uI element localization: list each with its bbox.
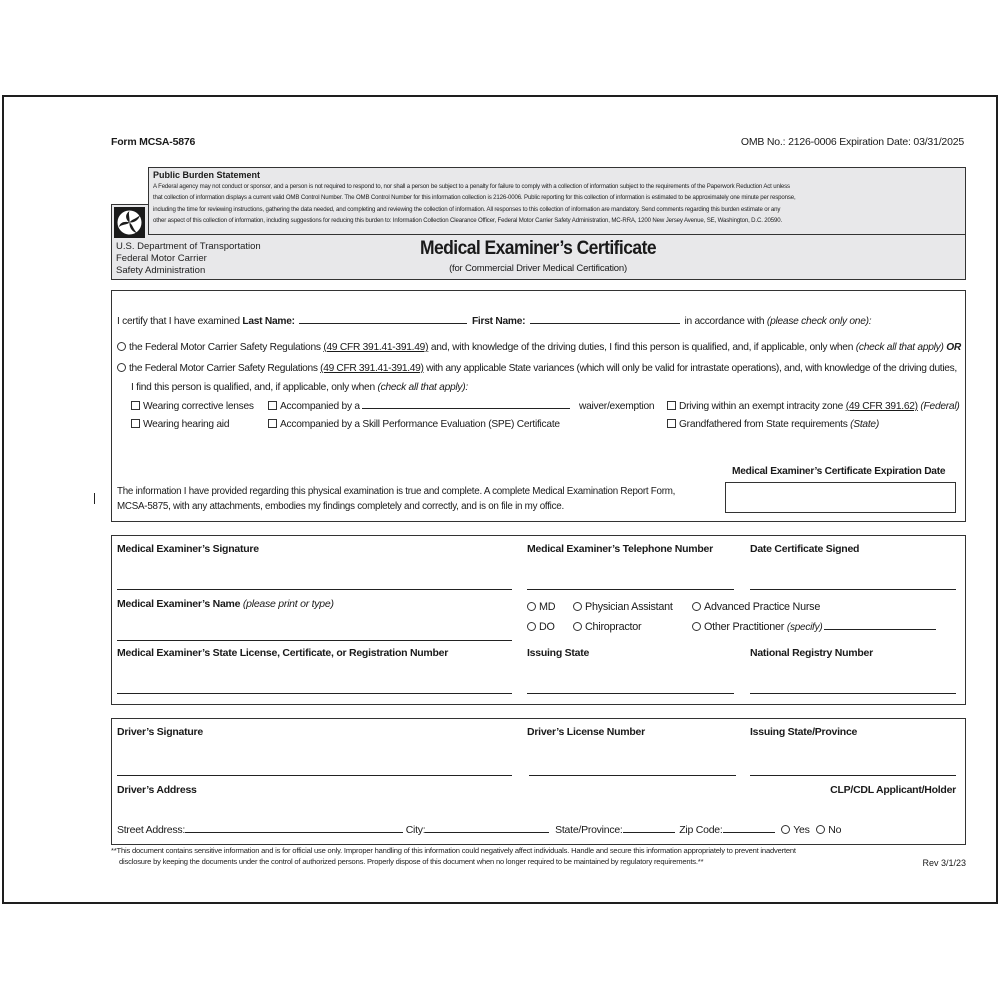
option-text: and, with knowledge of the driving duties, I find this person is qualified, and, if applicable, only when [430, 342, 854, 353]
burden-line: including the time for reviewing instructions, gathering the data needed, and completing and reviewing the collection of information. All responses to this collection of information are mandatory. Send comments regarding this burden estimate or any [153, 205, 781, 213]
examiner-phone-label: Medical Examiner’s Telephone Number [527, 543, 713, 555]
page-subtitle: (for Commercial Driver Medical Certification) [449, 263, 627, 274]
driver-signature-input[interactable] [117, 775, 512, 776]
radio-label: Other Practitioner [704, 621, 785, 633]
clp-no-radio[interactable] [816, 825, 825, 834]
label-note: (please print or type) [242, 598, 334, 610]
date-signed-label: Date Certificate Signed [750, 543, 860, 555]
first-name-label: First Name: [471, 316, 526, 327]
burden-line: other aspect of this collection of information, including suggestions for reducing this burden to: Information Collection Clearance Officer, Federal Motor Carrier Safety Administration, MC-RRA, 1200 New Jersey Avenue, SE, Washington, D.C. 20590. [153, 216, 783, 224]
radio[interactable] [527, 622, 536, 631]
credential-do[interactable] [527, 621, 555, 633]
driver-address-label: Driver’s Address [117, 784, 197, 796]
checkbox[interactable] [268, 419, 277, 428]
license-label: Medical Examiner’s State License, Certificate, or Registration Number [117, 647, 449, 659]
checkbox[interactable] [268, 401, 277, 410]
radio-label: MD [539, 601, 556, 613]
yes-label: Yes [793, 824, 810, 836]
checkbox[interactable] [131, 419, 140, 428]
examiner-signature-input[interactable] [117, 589, 512, 590]
agency-line: U.S. Department of Transportation [116, 241, 261, 252]
option-note: (check all that apply) [855, 342, 944, 353]
public-burden-statement [148, 167, 966, 235]
checkbox-note: (State) [850, 419, 879, 430]
driver-signature-label: Driver’s Signature [117, 726, 203, 738]
city-label: City: [405, 824, 426, 836]
label-text: Medical Examiner’s Name [117, 598, 241, 610]
agency-line: Federal Motor Carrier [116, 253, 207, 265]
certify-intro: I certify that I have examined [117, 316, 240, 327]
attestation-line-1: The information I have provided regarding this physical examination is true and complete. A complete Medical Examination Report Form, [117, 486, 676, 497]
option-federal-radio[interactable] [117, 342, 126, 351]
street-address-input[interactable] [185, 832, 403, 833]
checkbox-label: Grandfathered from State requirements [679, 419, 848, 430]
option-text: I find this person is qualified, and, if applicable, only when [131, 382, 375, 393]
accordance-text: in accordance with [684, 316, 765, 327]
cfr-link[interactable]: (49 CFR 391.62) [845, 401, 918, 412]
radio[interactable] [573, 602, 582, 611]
attestation-line-2: MCSA-5875, with any attachments, embodies my findings completely and correctly, and is on file in my office. [117, 501, 564, 512]
page-title: Medical Examiner’s Certificate [419, 238, 657, 259]
certify-row [117, 316, 871, 327]
street-label: Street Address: [117, 824, 186, 836]
last-name-label: Last Name: [242, 316, 295, 327]
radio-label: Advanced Practice Nurse [704, 601, 821, 613]
credential-other[interactable] [692, 621, 936, 633]
clp-yes-radio[interactable] [781, 825, 790, 834]
credential-chiropractor[interactable] [573, 621, 641, 633]
notice-line: **This document contains sensitive information and is for official use only. Improper handling of this information could negatively affect individuals. Handle and secure this information appropriately to prevent inadvertent [111, 846, 796, 855]
radio-label: Physician Assistant [585, 601, 673, 613]
checkbox-grandfathered[interactable] [667, 419, 879, 430]
expiration-date-input[interactable] [725, 482, 956, 513]
cfr-link[interactable]: (49 CFR 391.41-391.49) [320, 363, 424, 374]
radio[interactable] [573, 622, 582, 631]
examiner-phone-input[interactable] [527, 589, 734, 590]
checkbox-note: (Federal) [920, 401, 960, 412]
radio[interactable] [692, 602, 701, 611]
zip-input[interactable] [723, 832, 775, 833]
driver-issuing-label: Issuing State/Province [750, 726, 858, 738]
checkbox-label: Wearing corrective lenses [143, 401, 254, 412]
checkbox-hearing-aid[interactable] [131, 419, 229, 430]
burden-line: that collection of information displays a current valid OMB Control Number. The OMB Control Number for this information collection is 2126-0006. Public reporting for this collection of information is estimated to be approximately one minute per response, [153, 194, 796, 202]
agency-line: Safety Administration [116, 265, 206, 277]
checkbox[interactable] [667, 401, 676, 410]
checkbox-label: Wearing hearing aid [143, 419, 230, 430]
radio-label: Chiropractor [585, 621, 642, 633]
checkbox-label: Accompanied by a [280, 401, 360, 412]
option-state-variances [117, 363, 957, 374]
cfr-link[interactable]: (49 CFR 391.41-391.49) [323, 342, 429, 353]
option-text: with any applicable State variances (which will only be valid for intrastate operations), and, with knowledge of the driving duties, [426, 363, 957, 374]
address-row [117, 824, 841, 836]
omb-expiration: OMB No.: 2126-0006 Expiration Date: 03/31/2025 [740, 136, 964, 148]
issuing-state-label: Issuing State [527, 647, 590, 659]
option-state-radio[interactable] [117, 363, 126, 372]
city-input[interactable] [425, 832, 549, 833]
other-practitioner-input[interactable] [824, 629, 936, 630]
checkbox-label: Accompanied by a Skill Performance Evaluation (SPE) Certificate [280, 419, 560, 430]
waiver-type-input[interactable] [362, 408, 570, 409]
checkbox-label: waiver/exemption [579, 401, 655, 412]
text-cursor [94, 493, 95, 504]
form-id: Form MCSA-5876 [111, 136, 196, 148]
examiner-signature-label: Medical Examiner’s Signature [117, 543, 259, 555]
no-label: No [828, 824, 842, 836]
issuing-state-input[interactable] [527, 693, 734, 694]
examiner-name-input[interactable] [117, 640, 512, 641]
credential-pa[interactable] [573, 601, 673, 613]
driver-license-input[interactable] [529, 775, 736, 776]
checkbox-label: Driving within an exempt intracity zone [679, 401, 844, 412]
credential-apn[interactable] [692, 601, 820, 613]
license-input[interactable] [117, 693, 512, 694]
option-state-line2 [131, 382, 468, 393]
registry-number-label: National Registry Number [750, 647, 873, 659]
driver-issuing-input[interactable] [750, 775, 956, 776]
option-text: the Federal Motor Carrier Safety Regulations [129, 363, 318, 374]
last-name-input[interactable] [299, 323, 467, 324]
examiner-name-label [117, 598, 334, 610]
radio-label: DO [539, 621, 555, 633]
date-signed-input[interactable] [750, 589, 956, 590]
radio-note: (specify) [786, 622, 823, 633]
radio[interactable] [527, 602, 536, 611]
clp-cdl-label: CLP/CDL Applicant/Holder [830, 784, 956, 796]
registry-number-input[interactable] [750, 693, 956, 694]
checkbox-corrective-lenses[interactable] [131, 401, 254, 412]
or-text: OR [946, 342, 962, 353]
expiration-date-label: Medical Examiner’s Certificate Expiration Date [732, 466, 946, 477]
option-federal [117, 342, 961, 353]
burden-title: Public Burden Statement [153, 170, 261, 180]
accordance-note: (please check only one): [766, 316, 872, 327]
examiner-section [111, 535, 966, 705]
checkbox-intracity-zone[interactable] [667, 401, 959, 412]
checkbox[interactable] [131, 401, 140, 410]
first-name-input[interactable] [530, 323, 680, 324]
notice-line: disclosure by keeping the documents under the control of authorized persons. Properly dispose of this document when no longer required to be maintained by regulatory requirements.** [119, 856, 704, 866]
burden-text [153, 181, 961, 226]
state-label: State/Province: [555, 824, 623, 836]
checkbox-spe-certificate[interactable] [268, 419, 560, 430]
dot-logo-icon [114, 207, 145, 238]
option-text: the Federal Motor Carrier Safety Regulations [129, 342, 321, 353]
radio[interactable] [692, 622, 701, 631]
sensitivity-notice [111, 846, 796, 867]
credential-md[interactable] [527, 601, 555, 613]
checkbox-accompanied-waiver[interactable] [268, 401, 654, 412]
zip-label: Zip Code: [679, 824, 723, 836]
state-input[interactable] [623, 832, 675, 833]
revision-date: Rev 3/1/23 [922, 858, 966, 868]
driver-license-label: Driver’s License Number [527, 726, 645, 738]
option-note: (check all that apply): [377, 382, 468, 393]
burden-line: A Federal agency may not conduct or sponsor, and a person is not required to respond to, nor shall a person be subject to a penalty for failure to comply with a collection of information subject to the requirements of the Paperwork Reduction Act unless [153, 183, 790, 190]
checkbox[interactable] [667, 419, 676, 428]
